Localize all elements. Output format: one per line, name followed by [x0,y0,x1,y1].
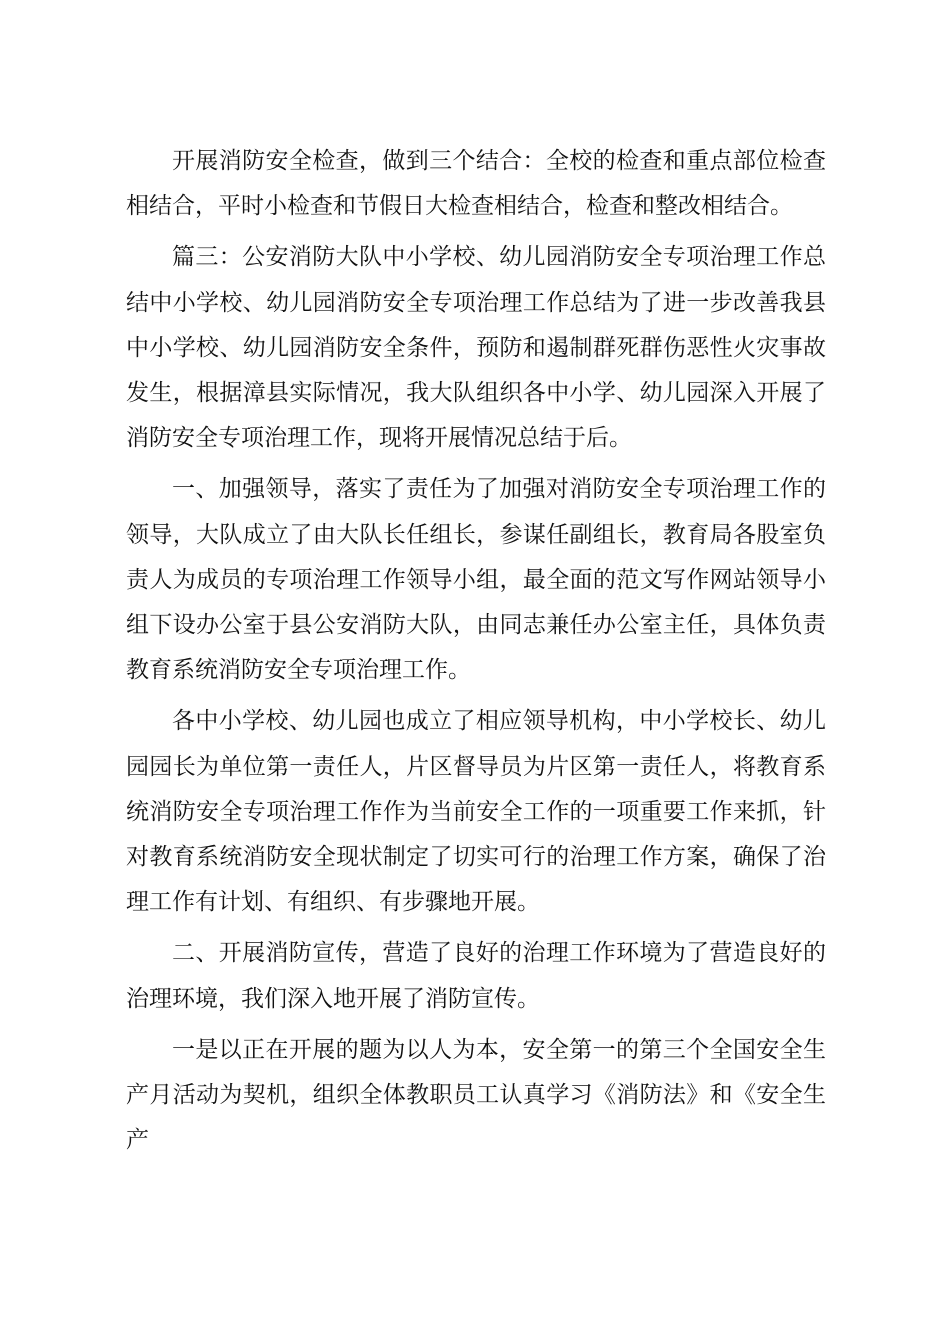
document-body [126,139,826,1169]
paragraph-chapter-three-intro: 篇三：公安消防大队中小学校、幼儿园消防安全专项治理工作总结中小学校、幼儿园消防安全专项治理工作总结为了进一步改善我县中小学校、幼儿园消防安全条件，预防和遏制群死群伤恶性火灾事故发生，根据漳县实际情况，我大队组织各中小学、幼儿园深入开展了消防安全专项治理工作，现将开展情况总结于后。 [126,244,826,452]
paragraph-fire-inspection: 开展消防安全检查，做到三个结合：全校的检查和重点部位检查相结合，平时小检查和节假日大检查相结合，检查和整改相结合。 [126,148,826,220]
paragraph-fire-publicity: 二、开展消防宣传，营造了良好的治理工作环境为了营造良好的治理环境，我们深入地开展了消防宣传。 [126,940,826,1012]
paragraph-strengthen-leadership: 一、加强领导，落实了责任为了加强对消防安全专项治理工作的领导，大队成立了由大队长任组长，参谋任副组长，教育局各股室负责人为成员的专项治理工作领导小组，最全面的范文写作网站领导小组下设办公室于县公安消防大队，由同志兼任办公室主任，具体负责教育系统消防安全专项治理工作。 [126,476,826,684]
paragraph-school-leadership: 各中小学校、幼儿园也成立了相应领导机构，中小学校长、幼儿园园长为单位第一责任人，片区督导员为片区第一责任人，将教育系统消防安全专项治理工作作为当前安全工作的一项重要工作来抓，针对教育系统消防安全现状制定了切实可行的治理工作方案，确保了治理工作有计划、有组织、有步骤地开展。 [126,708,826,916]
paragraph-safety-month: 一是以正在开展的题为以人为本，安全第一的第三个全国安全生产月活动为契机，组织全体教职员工认真学习《消防法》和《安全生产 [126,1036,826,1154]
